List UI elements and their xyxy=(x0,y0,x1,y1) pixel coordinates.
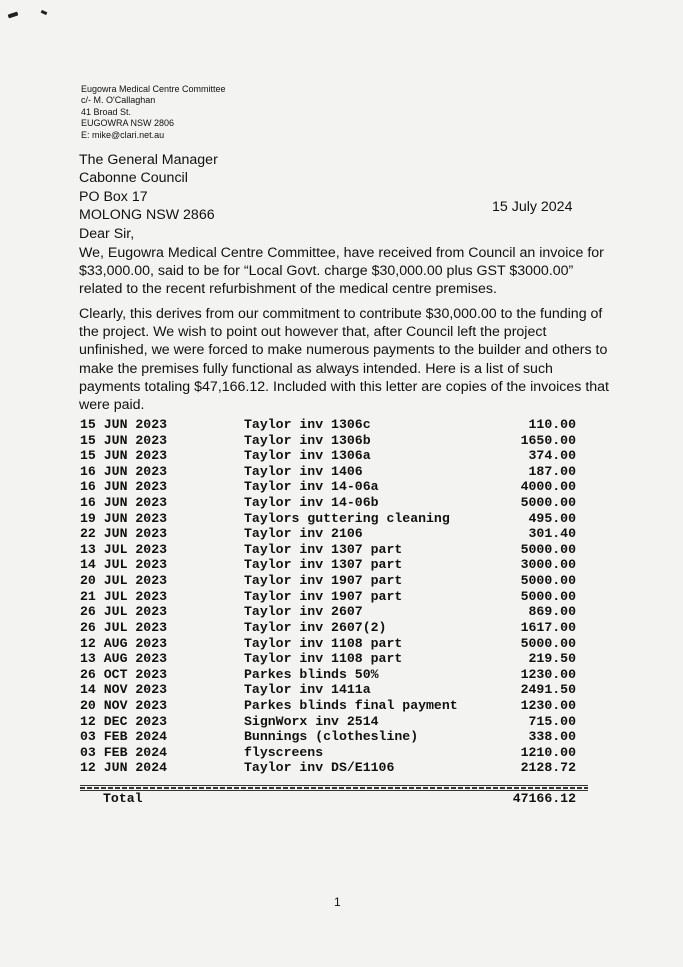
payment-date: 15 JUN 2023 xyxy=(80,448,168,464)
payment-date: 16 JUN 2023 xyxy=(80,463,168,479)
table-row xyxy=(80,557,580,573)
payment-date: 19 JUN 2023 xyxy=(80,510,168,526)
recipient-line: The General Manager xyxy=(79,152,218,168)
payment-amount: 1650.00 xyxy=(520,432,576,448)
payment-description: Taylor inv 14-06b xyxy=(244,495,379,511)
letter-date: 15 July 2024 xyxy=(492,199,573,215)
sender-address xyxy=(81,84,226,141)
payment-description: Taylor inv 1306c xyxy=(244,417,371,432)
payment-description: Taylor inv 2106 xyxy=(244,526,363,542)
table-row xyxy=(80,417,580,433)
table-row xyxy=(80,464,580,480)
payment-amount: 5000.00 xyxy=(520,541,576,557)
table-row xyxy=(80,511,580,527)
paragraph-invoice: We, Eugowra Medical Centre Committee, have received from Council an invoice for $33,000.00, said to be for “Local Govt. charge $30,000.00 plus GST $3000.00” related to the recent refurbishment of the medical centre premises. xyxy=(79,245,604,298)
payment-description: Taylor inv 2607(2) xyxy=(244,619,387,635)
scan-speck xyxy=(8,12,19,19)
payment-description: Taylor inv 2607 xyxy=(244,604,363,620)
payment-description: Taylor inv 1411a xyxy=(244,682,371,698)
table-row xyxy=(80,651,580,667)
payment-date: 13 AUG 2023 xyxy=(80,651,168,667)
payment-amount: 301.40 xyxy=(528,526,576,542)
payment-description: Taylor inv 1307 part xyxy=(244,541,403,557)
payment-description: Taylor inv DS/E1106 xyxy=(244,760,395,776)
sender-line: c/- M. O'Callaghan xyxy=(81,95,156,106)
total-label: Total xyxy=(103,791,143,806)
table-row xyxy=(80,573,580,589)
paragraph-payments: Clearly, this derives from our commitment to contribute $30,000.00 to the funding of the project. We wish to point out however that, after Council left the project unfinished, we were forced to make numerous payments to the builder and others to make the premises fully functional as always intended. Here is a list of such payments totaling $47,166.12. Included with this letter are copies of the invoices that were paid. xyxy=(79,306,609,414)
sender-line: EUGOWRA NSW 2806 xyxy=(81,118,175,129)
payment-description: Taylor inv 1406 xyxy=(244,463,363,479)
total-amount: 47166.12 xyxy=(512,791,576,806)
payment-amount: 1617.00 xyxy=(520,619,576,635)
table-row xyxy=(80,433,580,449)
sender-line: 41 Broad St. xyxy=(81,106,132,117)
payment-amount: 110.00 xyxy=(528,417,576,432)
table-row xyxy=(80,636,580,652)
payment-date: 26 JUL 2023 xyxy=(80,604,168,620)
table-row xyxy=(80,760,580,776)
payment-description: Taylor inv 14-06a xyxy=(244,479,379,495)
table-row xyxy=(80,620,580,636)
salutation: Dear Sir, xyxy=(79,225,135,242)
payment-amount: 1230.00 xyxy=(520,697,576,713)
sender-line: E: mike@clari.net.au xyxy=(81,129,165,140)
table-row xyxy=(80,667,580,683)
payment-date: 14 JUL 2023 xyxy=(80,557,168,573)
payment-amount: 219.50 xyxy=(528,651,576,667)
payment-date: 20 NOV 2023 xyxy=(80,697,168,713)
payment-date: 16 JUN 2023 xyxy=(80,495,168,511)
payment-date: 21 JUL 2023 xyxy=(80,588,168,604)
payment-amount: 869.00 xyxy=(528,604,576,620)
payment-date: 26 OCT 2023 xyxy=(80,666,168,682)
payment-description: Taylor inv 1108 part xyxy=(244,635,403,651)
payment-description: SignWorx inv 2514 xyxy=(244,713,379,729)
table-row xyxy=(80,495,580,511)
payment-description: Taylors guttering cleaning xyxy=(244,510,450,526)
payment-amount: 5000.00 xyxy=(520,573,576,589)
payment-date: 26 JUL 2023 xyxy=(80,619,168,635)
payment-description: Parkes blinds 50% xyxy=(244,666,379,682)
payment-amount: 495.00 xyxy=(528,510,576,526)
payment-amount: 5000.00 xyxy=(520,588,576,604)
payment-amount: 1210.00 xyxy=(520,744,576,760)
recipient-line: Cabonne Council xyxy=(79,170,188,187)
payment-description: Bunnings (clothesline) xyxy=(244,729,419,745)
payment-date: 22 JUN 2023 xyxy=(80,526,168,542)
payment-description: Parkes blinds final payment xyxy=(244,697,458,713)
table-row xyxy=(80,714,580,730)
table-row xyxy=(80,698,580,714)
table-row xyxy=(80,542,580,558)
payment-date: 12 DEC 2023 xyxy=(80,713,168,729)
table-row xyxy=(80,604,580,620)
payment-date: 15 JUN 2023 xyxy=(80,432,168,448)
payment-description: Taylor inv 1907 part xyxy=(244,588,403,604)
payment-amount: 374.00 xyxy=(528,448,576,464)
table-row xyxy=(80,448,580,464)
payment-description: flyscreens xyxy=(244,744,324,760)
table-row xyxy=(80,682,580,698)
payment-date: 20 JUL 2023 xyxy=(80,573,168,589)
payment-date: 13 JUL 2023 xyxy=(80,541,168,557)
payment-description: Taylor inv 1108 part xyxy=(244,651,403,667)
payment-amount: 5000.00 xyxy=(520,495,576,511)
table-row xyxy=(80,589,580,605)
payment-date: 12 JUN 2024 xyxy=(80,760,168,776)
recipient-address xyxy=(79,151,218,243)
payment-date: 03 FEB 2024 xyxy=(80,744,168,760)
payment-date: 03 FEB 2024 xyxy=(80,729,168,745)
scan-speck xyxy=(41,10,48,15)
recipient-line: PO Box 17 xyxy=(79,188,148,205)
payment-description: Taylor inv 1307 part xyxy=(244,557,403,573)
payment-date: 16 JUN 2023 xyxy=(80,479,168,495)
payment-description: Taylor inv 1306b xyxy=(244,432,371,448)
payment-amount: 187.00 xyxy=(528,463,576,479)
sender-line: Eugowra Medical Centre Committee xyxy=(81,84,226,94)
payment-amount: 4000.00 xyxy=(520,479,576,495)
payment-amount: 5000.00 xyxy=(520,635,576,651)
payments-table xyxy=(80,417,580,776)
recipient-line: MOLONG NSW 2866 xyxy=(79,207,215,224)
table-row xyxy=(80,526,580,542)
table-row xyxy=(80,745,580,761)
payment-amount: 715.00 xyxy=(528,713,576,729)
payment-description: Taylor inv 1907 part xyxy=(244,573,403,589)
payment-date: 14 NOV 2023 xyxy=(80,682,168,698)
payment-date: 12 AUG 2023 xyxy=(80,635,168,651)
payment-amount: 338.00 xyxy=(528,729,576,745)
payment-amount: 1230.00 xyxy=(520,666,576,682)
table-row xyxy=(80,479,580,495)
page-number: 1 xyxy=(334,895,341,909)
payment-description: Taylor inv 1306a xyxy=(244,448,371,464)
table-row xyxy=(80,729,580,745)
payment-date: 15 JUN 2023 xyxy=(80,417,168,432)
payment-amount: 2491.50 xyxy=(520,682,576,698)
payment-amount: 3000.00 xyxy=(520,557,576,573)
payment-amount: 2128.72 xyxy=(520,760,576,776)
